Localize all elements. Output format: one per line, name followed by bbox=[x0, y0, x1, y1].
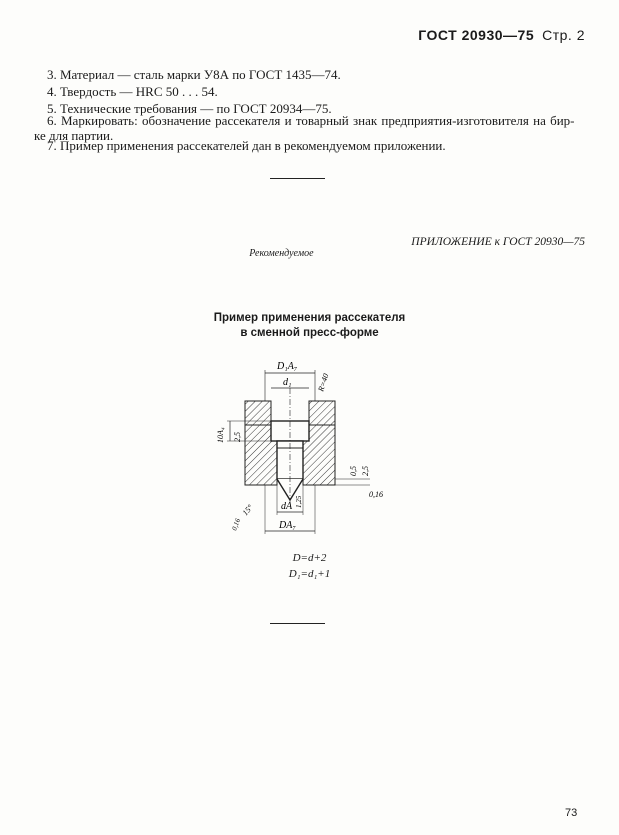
label-angle: 15° bbox=[240, 502, 255, 518]
page-number: 73 bbox=[565, 807, 578, 819]
formula-1: D=d+2 bbox=[292, 552, 327, 564]
label-2-5-right: 2,5 bbox=[361, 466, 370, 476]
technical-drawing bbox=[195, 348, 395, 543]
upper-plate-right bbox=[309, 401, 335, 425]
label-0-16-left: 0,16 bbox=[230, 517, 243, 532]
label-d1a7: D₁A₇ bbox=[277, 361, 298, 372]
label-da7: DA₇ bbox=[279, 520, 296, 531]
upper-plate-left bbox=[245, 401, 271, 425]
item-3: 3. Материал — сталь марки У8А по ГОСТ 1435—74. bbox=[47, 67, 341, 82]
label-1-25: 1,25 bbox=[295, 495, 303, 508]
appendix-title: ПРИЛОЖЕНИЕ к ГОСТ 20930—75 bbox=[411, 236, 585, 248]
label-r40: R=40 bbox=[316, 372, 331, 393]
item-7: 7. Пример применения рассекателей дан в рекомендуемом приложении. bbox=[47, 138, 446, 153]
figure-caption-1: Пример применения рассекателя bbox=[213, 312, 406, 324]
standard-number: ГОСТ 20930—75 bbox=[418, 27, 535, 43]
formula-2: D₁=d₁+1 bbox=[288, 568, 331, 580]
appendix-heading bbox=[249, 236, 585, 259]
figure-caption-2: в сменной пресс-форме bbox=[240, 327, 379, 339]
label-da: dA bbox=[281, 501, 293, 512]
item-5: 5. Технические требования — по ГОСТ 20934—75. bbox=[47, 101, 332, 116]
label-0-5: 0,5 bbox=[349, 466, 358, 476]
appendix-subtitle: Рекомендуемое bbox=[249, 248, 314, 259]
page-header bbox=[418, 27, 585, 43]
page-label: Стр. 2 bbox=[542, 27, 585, 43]
item-6: 6. Маркировать: обозначение рассекателя и товарный знак предприятия-изготовителя на бир- bbox=[47, 113, 575, 128]
label-0-16: 0,16 bbox=[369, 490, 383, 499]
separator-top bbox=[270, 178, 325, 179]
label-d1: d₁ bbox=[283, 377, 292, 388]
label-10a4: 10A₄ bbox=[216, 427, 225, 443]
separator-bottom bbox=[270, 623, 325, 624]
item-6-cont: ке для партии. bbox=[34, 128, 114, 143]
item-4: 4. Твердость — HRC 50 . . . 54. bbox=[47, 84, 218, 99]
label-2-5-left: 2,5 bbox=[233, 432, 242, 442]
